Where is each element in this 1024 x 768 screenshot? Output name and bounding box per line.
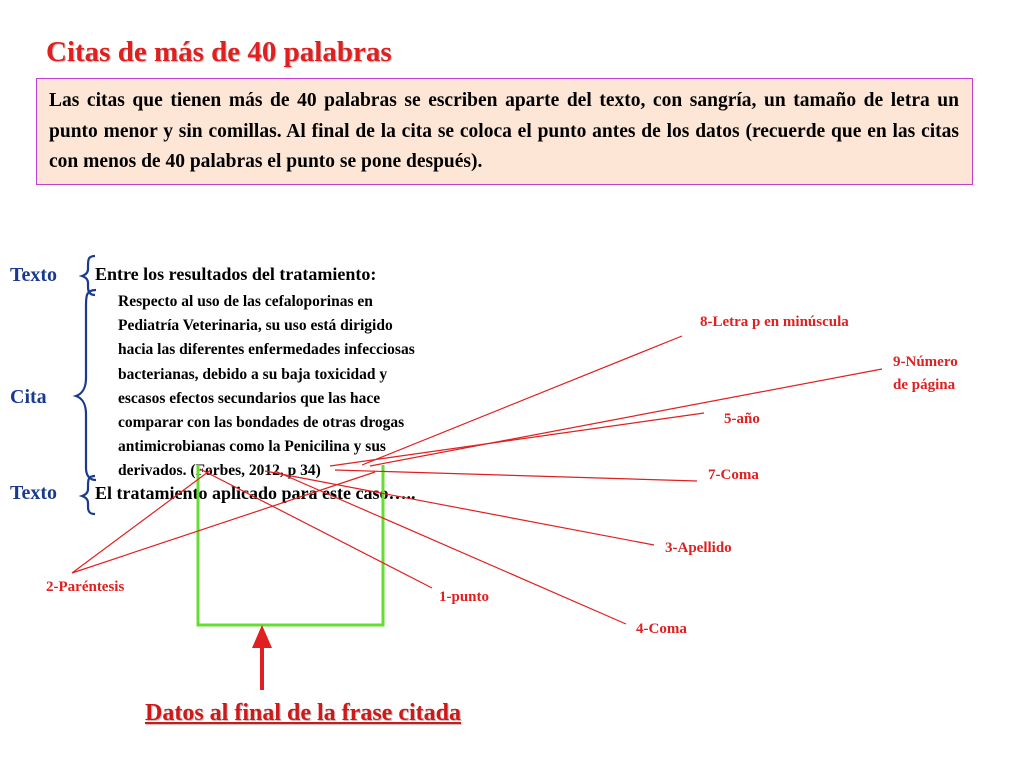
annotation-coma-4: 4-Coma <box>636 621 687 637</box>
example-intro-line: Entre los resultados del tratamiento: <box>95 264 377 284</box>
annotation-coma-7: 7-Coma <box>708 467 759 483</box>
annotation-apellido: 3-Apellido <box>665 540 732 556</box>
annotation-numero-pagina-2: de página <box>893 377 956 393</box>
pointer-anio <box>330 413 704 466</box>
pointer-punto <box>200 469 432 588</box>
quote-line: comparar con las bondades de otras drogas <box>118 414 405 432</box>
annotation-anio: 5-año <box>724 411 760 427</box>
quote-line: antimicrobianas como la Penicilina y sus <box>118 438 386 456</box>
example-closing-line: El tratamiento aplicado para este caso….. <box>95 483 416 503</box>
annotation-numero-pagina-1: 9-Número <box>893 354 958 370</box>
quote-line: derivados. (Forbes, 2012, p 34) <box>118 462 321 480</box>
quote-line: bacterianas, debido a su baja toxicidad y <box>118 365 388 383</box>
quote-line: hacia las diferentes enfermedades infecciosas <box>118 341 415 359</box>
quote-line: Respecto al uso de las cefaloporinas en <box>118 293 373 310</box>
pointer-coma-4 <box>275 471 626 624</box>
brace-cita <box>76 290 96 480</box>
label-texto-bottom: Texto <box>10 482 58 504</box>
intro-text: Las citas que tienen más de 40 palabras se escriben aparte del texto, con sangría, un tamaño de letra un punto menor y sin comillas. Al final de la cita se coloca el punto antes de los datos (recuerde que en las citas con menos de 40 palabras el punto se pone después). <box>49 90 959 172</box>
quote-line: Pediatría Veterinaria, su uso está dirigido <box>118 317 393 335</box>
pointer-parentesis-b <box>72 472 375 573</box>
pointer-parentesis-a <box>72 469 212 573</box>
pointer-coma-7 <box>335 470 697 481</box>
bottom-caption: Datos al final de la frase citada <box>145 700 461 726</box>
label-cita: Cita <box>10 386 47 408</box>
annotation-parentesis: 2-Paréntesis <box>46 579 125 595</box>
green-bracket <box>198 465 383 625</box>
annotation-letra-p: 8-Letra p en minúscula <box>700 314 849 330</box>
arrow-head-icon <box>252 625 272 648</box>
pointer-letra-p <box>362 336 682 465</box>
pointer-numero-pagina <box>370 369 882 466</box>
annotation-punto: 1-punto <box>439 589 490 605</box>
label-texto-top: Texto <box>10 264 58 286</box>
slide-title: Citas de más de 40 palabras <box>46 36 392 68</box>
brace-texto-bottom <box>82 476 95 514</box>
pointer-apellido <box>265 471 654 545</box>
quote-line: escasos efectos secundarios que las hace <box>118 389 381 407</box>
